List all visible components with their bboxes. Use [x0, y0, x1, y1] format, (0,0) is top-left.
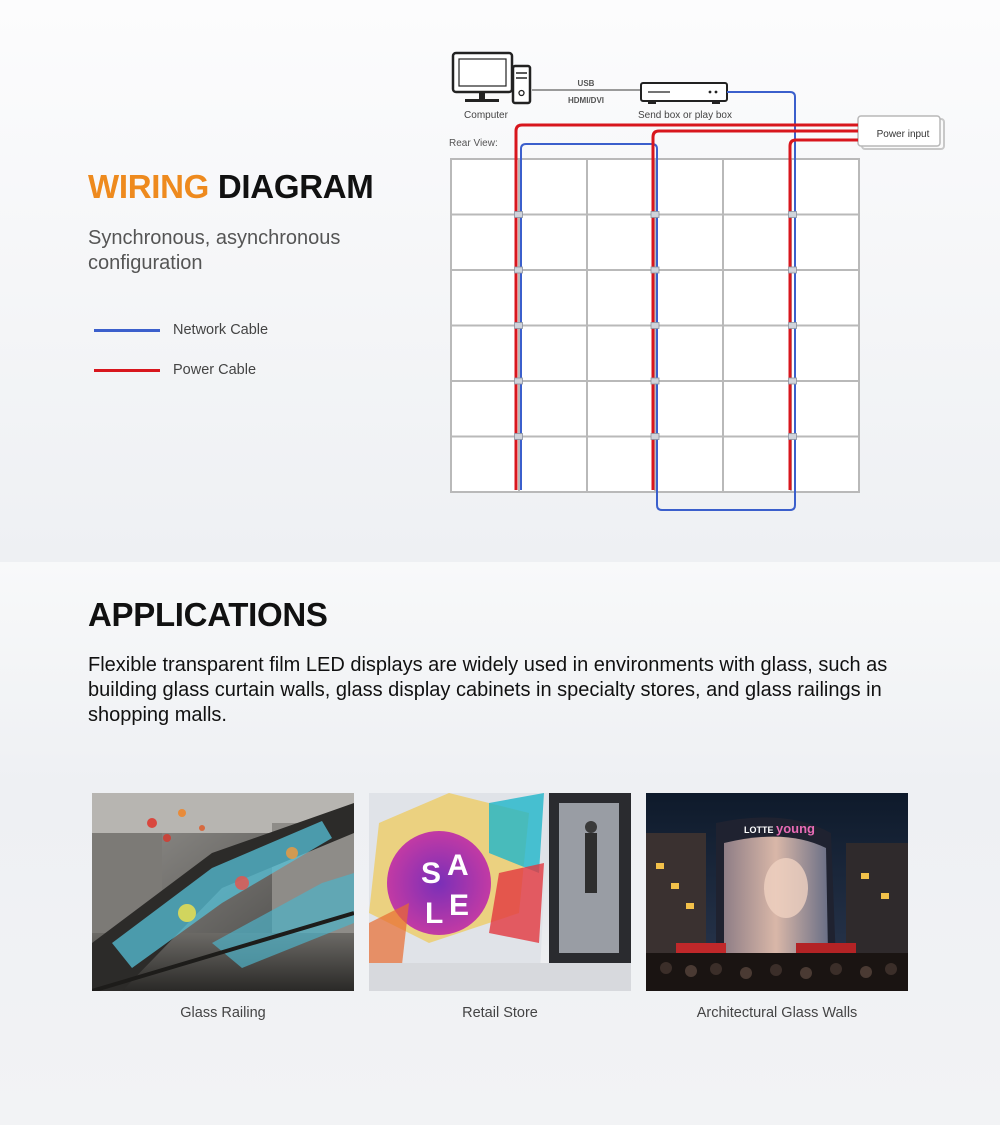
applications-title: APPLICATIONS: [88, 596, 328, 633]
led-panel-cell: [587, 270, 655, 326]
led-panel-cell: [587, 159, 655, 215]
cable-connector: [651, 378, 659, 384]
led-panel-cell: [451, 159, 519, 215]
led-panel-cell: [791, 270, 859, 326]
led-panel-cell: [723, 381, 791, 437]
led-panel-cell: [587, 326, 655, 382]
send-box-icon: [641, 83, 727, 104]
cable-connector: [651, 267, 659, 273]
architectural-glass-walls-photo: [646, 793, 908, 991]
cable-connector: [515, 378, 523, 384]
rear-view-label: Rear View:: [449, 138, 498, 149]
led-panel-cell: [451, 381, 519, 437]
usb-label: USB: [577, 79, 595, 88]
led-panel-cell: [519, 159, 587, 215]
led-panel-cell: [791, 381, 859, 437]
led-panel-cell: [655, 159, 723, 215]
sale-text-e: E: [449, 889, 470, 922]
led-panel-cell: [723, 270, 791, 326]
legend-network-label: Network Cable: [173, 322, 269, 338]
led-panel-cell: [587, 215, 655, 271]
led-panel-cell: [791, 326, 859, 382]
led-panel-cell: [791, 159, 859, 215]
led-panel-cell: [519, 326, 587, 382]
retail-store-photo: [369, 793, 631, 991]
led-panel-cell: [519, 437, 587, 493]
led-panel-cell: [451, 270, 519, 326]
cable-connector: [515, 267, 523, 273]
cable-connector: [651, 323, 659, 329]
cable-connector: [789, 212, 797, 218]
power-input-label: Power input: [876, 129, 930, 140]
led-panel-cell: [791, 215, 859, 271]
cable-connector: [515, 212, 523, 218]
led-panel-cell: [655, 270, 723, 326]
legend-power-label: Power Cable: [173, 362, 257, 378]
sale-text-a: A: [447, 849, 469, 882]
led-panel-cell: [655, 215, 723, 271]
computer-label: Computer: [464, 110, 508, 121]
led-panel-cell: [587, 437, 655, 493]
cable-connector: [789, 434, 797, 440]
app-card-architectural-glass: [646, 793, 908, 1021]
app-caption-glass-railing: Glass Railing: [180, 1005, 266, 1021]
wiring-subtitle: Synchronous, asynchronous configuration: [88, 227, 341, 274]
led-panel-cell: [451, 437, 519, 493]
led-panel-cell: [519, 215, 587, 271]
led-panel-cell: [723, 437, 791, 493]
computer-icon: [453, 53, 530, 103]
cable-connector: [651, 212, 659, 218]
cable-connector: [515, 434, 523, 440]
network-cable-feed: [727, 92, 795, 140]
wiring-title-accent: WIRING: [88, 168, 210, 205]
led-panel-cell: [723, 159, 791, 215]
led-panel-cell: [791, 437, 859, 493]
app-caption-retail-store: Retail Store: [462, 1005, 538, 1021]
led-panel-cell: [655, 437, 723, 493]
led-panel-cell: [655, 326, 723, 382]
sale-text-s: S: [421, 857, 442, 890]
building-sign-young: young: [776, 821, 815, 836]
led-panel-cell: [451, 326, 519, 382]
led-panel-cell: [655, 381, 723, 437]
led-panel-cell: [723, 215, 791, 271]
led-panel-cell: [587, 381, 655, 437]
cable-connector: [789, 323, 797, 329]
send-box-label: Send box or play box: [638, 110, 732, 121]
cable-connector: [789, 378, 797, 384]
wiring-diagram: [0, 0, 1000, 560]
hdmi-label: HDMI/DVI: [568, 96, 604, 105]
app-card-glass-railing: [92, 793, 354, 1021]
led-panel-cell: [451, 215, 519, 271]
led-panel-cell: [723, 326, 791, 382]
sale-text-l: L: [425, 897, 444, 930]
app-card-retail-store: [369, 793, 631, 1021]
applications-description: Flexible transparent film LED displays are widely used in environments with glass, such as building glass curtain walls, glass display cabinets in specialty stores, and glass railings in shopping malls.: [88, 654, 888, 726]
cable-connector: [789, 267, 797, 273]
led-panel-cell: [519, 381, 587, 437]
wiring-title-rest: DIAGRAM: [217, 168, 374, 205]
building-sign-lotte: LOTTE: [744, 825, 774, 835]
led-panel-cell: [519, 270, 587, 326]
glass-railing-photo: [92, 793, 354, 991]
cable-connector: [515, 323, 523, 329]
cable-connector: [651, 434, 659, 440]
app-caption-architectural-glass: Architectural Glass Walls: [696, 1005, 858, 1021]
